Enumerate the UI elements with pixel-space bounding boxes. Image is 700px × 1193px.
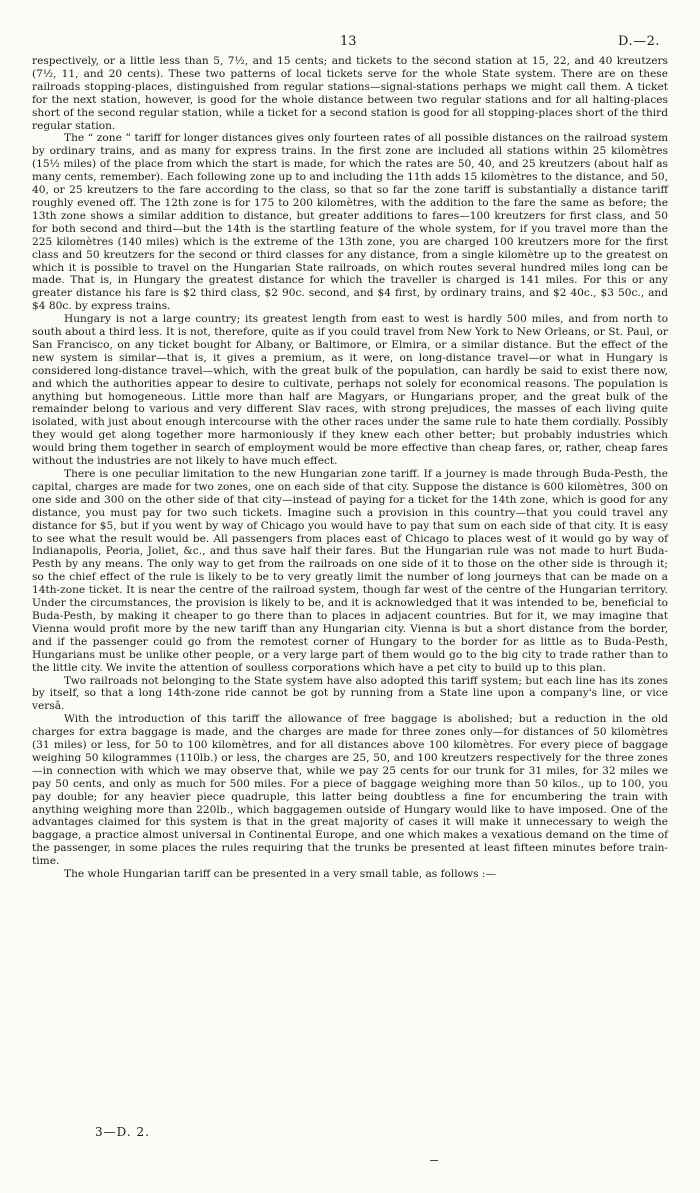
paragraph-continuation: respectively, or a little less than 5, 7½, and 15 cents; and tickets to the second station at 15, 22, and 40 kreutzers (7½, 11, and 20 cents). These two patterns of local tickets serve for the whole State system. There are on these railroads stopping-places, distinguished from regular stations—signal-stations perhaps we might call them. A ticket for the next station, however, is good for the whole distance between two regular stations and for all halting-places short of the second regular station, while a ticket for a second station is good for all stopping-places short of the third regular station. [32, 55, 668, 132]
printer-signature: 3—D. 2. [95, 1125, 150, 1139]
footer-mark [430, 1160, 438, 1161]
paragraph-hungary-size: Hungary is not a large country; its greatest length from east to west is hardly 500 miles, and from north to south about a third less. It is not, therefore, quite as if you could travel from New York to New Orleans, or St. Paul, or San Francisco, on any ticket bought for Albany, or Baltimore, or Elmira, or a similar distance. But the effect of the new system is similar—that is, it gives a premium, as it were, on long-distance travel—or what in Hungary is considered long-distance travel—which, with the great bulk of the population, can hardly be said to exist there now, and which the authorities appear to desire to cultivate, perhaps not solely for economical reasons. The population is anything but homogeneous. Little more than half are Magyars, or Hungarians proper, and the great bulk of the remainder belong to various and very different Slav races, with strong prejudices, the masses of each living quite isolated, with just about enough intercourse with the other races under the same rule to hate them cordially. Possibly they would get along together more harmoniously if they knew each other better; but probably industries which would bring them together in search of employment would be more effective than cheap fares, or, rather, cheap fares without the industries are not likely to have much effect. [32, 313, 668, 468]
body-text [32, 55, 668, 881]
document-reference: D.—2. [618, 34, 660, 49]
page-header [0, 34, 700, 50]
paragraph-zone-tariff: The “ zone ” tariff for longer distances gives only fourteen rates of all possible distances on the railroad system by ordinary trains, and as many for express trains. In the first zone are included all stations within 25 kilomètres (15½ miles) of the place from which the start is made, for which the rates are 50, 40, and 25 kreutzers (about half as many cents, remember). Each following zone up to and including the 11th adds 15 kilomètres to the distance, and 50, 40, or 25 kreutzers to the fare according to the class, so that so far the zone tariff is substantially a distance tariff roughly evened off. The 12th zone is for 175 to 200 kilomètres, with the addition to the fare the same as before; the 13th zone shows a similar addition to distance, but greater additions to fares—100 kreutzers for first class, and 50 for both second and third—but the 14th is the startling feature of the whole system, for if you travel more than the 225 kilomètres (140 miles) which is the extreme of the 13th zone, you are charged 100 kreutzers more for the first class and 50 kreutzers for the second or third classes for any distance, from a single kilomètre up to the greatest on which it is possible to travel on the Hungarian State railroads, on which routes several hundred miles long can be made. That is, in Hungary the greatest distance for which the traveller is charged is 141 miles. For this or any greater distance his fare is $2 third class, $2 90c. second, and $4 first, by ordinary trains, and $2 40c., $3 50c., and $4 80c. by express trains. [32, 132, 668, 313]
paragraph-private-railroads: Two railroads not belonging to the State system have also adopted this tariff system; but each line has its zones by itself, so that a long 14th-zone ride cannot be got by running from a State line upon a company's line, or vice versâ. [32, 674, 668, 713]
paragraph-table-intro: The whole Hungarian tariff can be presented in a very small table, as follows :— [64, 868, 497, 881]
paragraph-buda-pesth-limitation: There is one peculiar limitation to the new Hungarian zone tariff. If a journey is made through Buda-Pesth, the capital, charges are made for two zones, one on each side of that city. Suppose the distance is 600 kilomètres, 300 on one side and 300 on the other side of that city—instead of paying for a ticket for the 14th zone, which is good for any distance, you must pay for two such tickets. Imagine such a provision in this country—that you could travel any distance for $5, but if you went by way of Chicago you would have to pay that sum on each side of that city. It is easy to see what the result would be. All passengers from places east of Chicago to places west of it would go by way of Indianapolis, Peoria, Joliet, &c., and thus save half their fares. But the Hungarian rule was not made to hurt Buda-Pesth by any means. The only way to get from the railroads on one side of it to those on the other side is through it; so the chief effect of the rule is likely to be to very greatly limit the number of long journeys that can be made on a 14th-zone ticket. It is near the centre of the railroad system, though far west of the centre of the Hungarian territory. Under the circumstances, the provision is likely to be, and it is acknowledged that it was intended to be, beneficial to Buda-Pesth, by making it cheaper to go there than to places in adjacent countries. But for it, we may imagine that Vienna would profit more by the new tariff than any Hungarian city. Vienna is but a short distance from the border, and if the passenger could go from the remotest corner of Hungary to the border for as little as to Buda-Pesth, Hungarians must be unlike other people, or a very large part of them would go to the big city to trade rather than to the little city. We invite the attention of soulless corporations which have a pet city to build up to this plan. [32, 468, 668, 674]
paragraph-baggage: With the introduction of this tariff the allowance of free baggage is abolished; but a reduction in the old charges for extra baggage is made, and the charges are made for three zones only—for distances of 50 kilomètres (31 miles) or less, for 50 to 100 kilomètres, and for all distances above 100 kilomètres. For every piece of baggage weighing 50 kilogrammes (110lb.) or less, the charges are 25, 50, and 100 kreutzers respectively for the three zones—in connection with which we may observe that, while we pay 25 cents for our trunk for 31 miles, for 32 miles we pay 50 cents, and only as much for 500 miles. For a piece of baggage weighing more than 50 kilos., up to 100, you pay double; for any heavier piece quadruple, this latter being doubtless a fine for encumbering the train with anything weighing more than 220lb., which baggagemen outside of Hungary would like to have imposed. One of the advantages claimed for this system is that in the great majority of cases it will make it unnecessary to weigh the baggage, a practice almost universal in Continental Europe, and one which makes a vexatious demand on the time of the passenger, in some places the rules requiring that the trunks be presented at least fifteen minutes before train-time. [32, 713, 668, 868]
page-number: 13 [340, 34, 357, 49]
